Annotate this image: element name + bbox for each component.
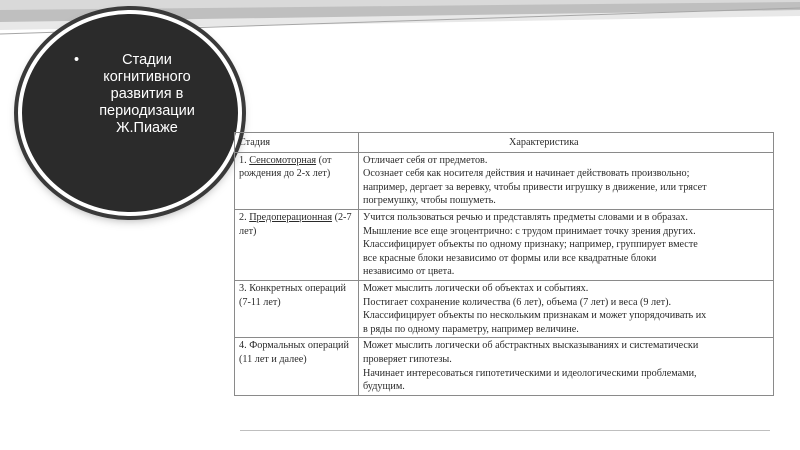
characteristic-line: Классифицирует объекты по нескольким признакам и может упорядочивать их xyxy=(363,310,707,322)
table-row xyxy=(235,152,774,209)
header-characteristic: Характеристика xyxy=(359,133,774,153)
stage-number: 2. xyxy=(239,211,250,223)
stage-cell xyxy=(235,152,359,209)
stage-name: Сенсомоторная xyxy=(249,154,317,166)
stage-name: Предоперационная xyxy=(249,211,333,223)
characteristic-line: проверяет гипотезы. xyxy=(363,353,452,365)
characteristic-line: Осознает себя как носителя действия и начинает действовать произвольно; xyxy=(363,168,690,180)
stage-cell xyxy=(235,280,359,337)
stage-number: 3. xyxy=(239,282,250,294)
characteristic-cell xyxy=(359,338,774,395)
characteristic-line: независимо от цвета. xyxy=(363,266,455,278)
bottom-rule xyxy=(240,430,770,431)
characteristic-line: Может мыслить логически об объектах и событиях. xyxy=(363,282,589,294)
stage-cell xyxy=(235,209,359,280)
characteristic-line: например, дергает за веревку, чтобы привести игрушку в движение, или трясет xyxy=(363,181,707,193)
table-row xyxy=(235,338,774,395)
characteristic-cell xyxy=(359,280,774,337)
characteristic-line: будущим. xyxy=(363,381,405,393)
slide-title: Стадии когнитивного развития в периодизации Ж.Пиаже xyxy=(99,52,195,136)
stage-number: 1. xyxy=(239,154,250,166)
characteristic-cell xyxy=(359,209,774,280)
characteristic-line: Может мыслить логически об абстрактных высказываниях и систематически xyxy=(363,340,699,352)
table-row xyxy=(235,280,774,337)
characteristic-line: Учится пользоваться речью и представлять предметы словами и в образах. xyxy=(363,211,688,223)
bullet-dot: • xyxy=(74,52,80,68)
stages-table xyxy=(234,132,774,396)
characteristic-line: в ряды по одному параметру, например величине. xyxy=(363,323,579,335)
characteristic-line: Классифицирует объекты по одному признаку; например, группирует вместе xyxy=(363,239,698,251)
characteristic-line: Мышление все еще эгоцентрично: с трудом принимает точку зрения других. xyxy=(363,225,696,237)
characteristic-line: все красные блоки независимо от формы или все квадратные блоки xyxy=(363,252,657,264)
stage-period: Формальных операций (11 лет и далее) xyxy=(239,340,349,365)
table-row xyxy=(235,209,774,280)
characteristic-line: Постигает сохранение количества (6 лет), объема (7 лет) и веса (9 лет). xyxy=(363,296,672,308)
stage-cell xyxy=(235,338,359,395)
characteristic-cell xyxy=(359,152,774,209)
stage-period: Конкретных операций (7-11 лет) xyxy=(239,282,347,308)
characteristic-line: Отличает себя от предметов. xyxy=(363,154,488,166)
characteristic-line: Начинает интересоваться гипотетическими и идеологическими проблемами, xyxy=(363,367,697,379)
title-bullet xyxy=(74,52,208,137)
table-header-row xyxy=(235,133,774,153)
stage-number: 4. xyxy=(239,340,250,352)
characteristic-line: погремушку, чтобы пошуметь. xyxy=(363,195,496,207)
header-stage: Стадия xyxy=(235,133,359,153)
stage-period: (2-7 лет) xyxy=(239,211,352,237)
stage-period: (от рождения до 2-х лет) xyxy=(239,154,332,180)
